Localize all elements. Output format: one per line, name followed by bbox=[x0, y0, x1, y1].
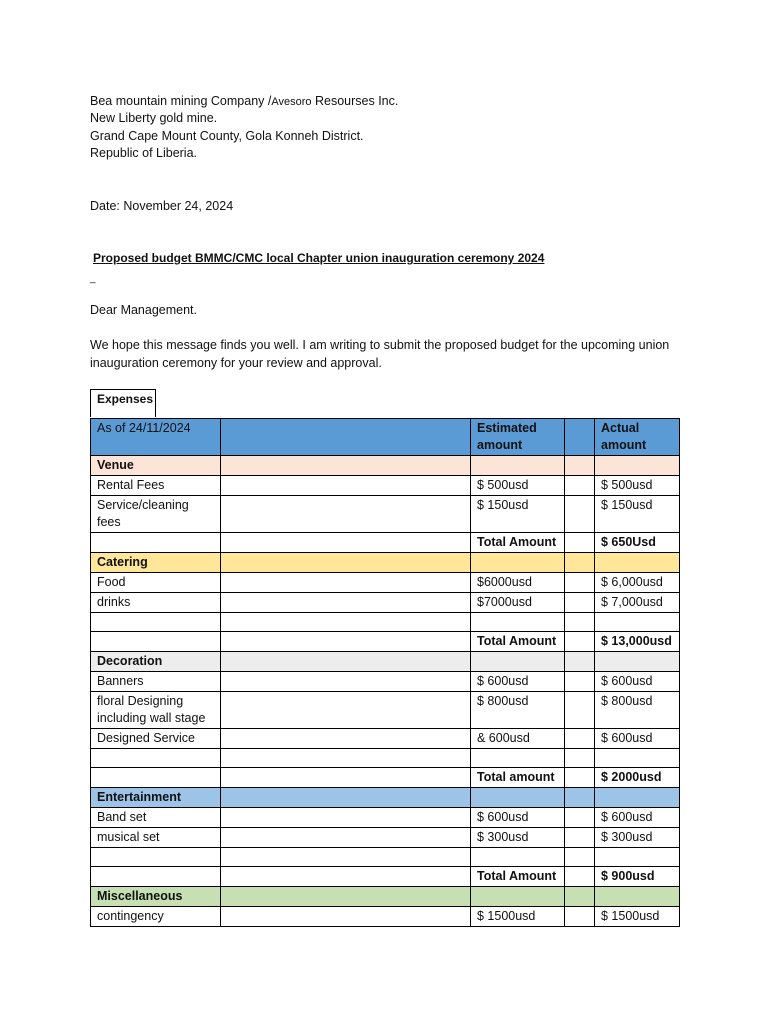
company-suffix: Resourses Inc. bbox=[311, 94, 399, 108]
table-row: Food $6000usd $ 6,000usd bbox=[91, 573, 680, 593]
date-line: Date: November 24, 2024 bbox=[90, 199, 234, 213]
table-row: Band set $ 600usd $ 600usd bbox=[91, 808, 680, 828]
section-decoration bbox=[91, 652, 680, 672]
blank-row bbox=[91, 613, 680, 632]
actual-header: Actual amount bbox=[595, 419, 680, 456]
company-alias: Avesoro bbox=[271, 96, 312, 108]
total-row: Total Amount $ 900usd bbox=[91, 867, 680, 887]
section-label: Catering bbox=[91, 553, 221, 573]
subject-title: Proposed budget BMMC/CMC local Chapter union inauguration ceremony 2024 bbox=[93, 251, 545, 265]
section-entertainment bbox=[91, 788, 680, 808]
section-label: Venue bbox=[91, 456, 221, 476]
table-row: Service/cleaning fees $ 150usd $ 150usd bbox=[91, 496, 680, 533]
budget-table bbox=[90, 418, 680, 927]
total-row: Total amount $ 2000usd bbox=[91, 768, 680, 788]
table-row: floral Designing including wall stage $ 800usd $ 800usd bbox=[91, 692, 680, 729]
stray-mark: _ bbox=[90, 273, 96, 284]
table-row: musical set $ 300usd $ 300usd bbox=[91, 828, 680, 848]
address-line-3: Grand Cape Mount County, Gola Konneh District. bbox=[90, 129, 364, 143]
expenses-tab-label: Expenses bbox=[90, 389, 156, 417]
total-row: Total Amount $ 13,000usd bbox=[91, 632, 680, 652]
section-venue bbox=[91, 456, 680, 476]
estimated-header: Estimated amount bbox=[471, 419, 565, 456]
company-line bbox=[90, 93, 398, 111]
table-header-row bbox=[91, 419, 680, 456]
address-line-4: Republic of Liberia. bbox=[90, 146, 198, 160]
blank-row bbox=[91, 848, 680, 867]
as-of-cell: As of 24/11/2024 bbox=[91, 419, 221, 456]
section-catering bbox=[91, 553, 680, 573]
total-row: Total Amount $ 650Usd bbox=[91, 533, 680, 553]
section-label: Decoration bbox=[91, 652, 221, 672]
table-row: drinks $7000usd $ 7,000usd bbox=[91, 593, 680, 613]
section-miscellaneous bbox=[91, 887, 680, 907]
company-name: Bea mountain mining Company / bbox=[90, 94, 272, 108]
table-row: Banners $ 600usd $ 600usd bbox=[91, 672, 680, 692]
body-paragraph: We hope this message finds you well. I am writing to submit the proposed budget for the upcoming union inauguration ceremony for your review and approval. bbox=[90, 338, 670, 370]
section-label: Miscellaneous bbox=[91, 887, 221, 907]
table-row: Rental Fees $ 500usd $ 500usd bbox=[91, 476, 680, 496]
salutation: Dear Management. bbox=[90, 303, 198, 317]
section-label: Entertainment bbox=[91, 788, 221, 808]
table-row: Designed Service & 600usd $ 600usd bbox=[91, 729, 680, 749]
blank-row bbox=[91, 749, 680, 768]
address-line-2: New Liberty gold mine. bbox=[90, 111, 218, 125]
table-row: contingency $ 1500usd $ 1500usd bbox=[91, 907, 680, 927]
